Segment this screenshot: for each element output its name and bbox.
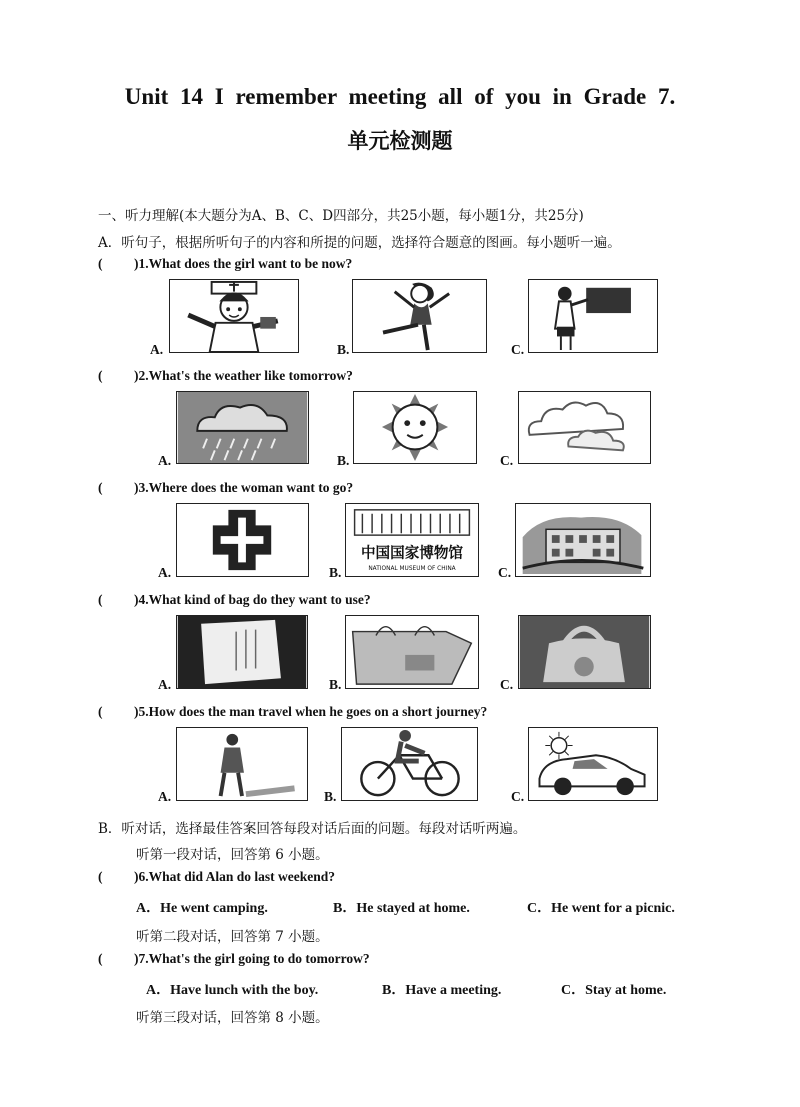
- museum-image: [345, 503, 479, 577]
- cloth-bag-image: [518, 615, 651, 689]
- question-4: ( )4.What kind of bag do they want to use?: [98, 592, 371, 607]
- q6-option-b: B．He stayed at home.: [333, 901, 470, 916]
- museum-name-chinese: 中国国家博物馆: [360, 544, 464, 562]
- q7-option-b: B．Have a meeting.: [382, 983, 502, 998]
- plastic-bag-image: [176, 615, 308, 689]
- part-a-instruction: A．听句子，根据所听句子的内容和所提的问题，选择符合题意的图画。每小题听一遍。: [98, 235, 621, 251]
- question-3: ( )3.Where does the woman want to go?: [98, 480, 354, 495]
- question-7: ( )7.What's the girl going to do tomorrow?: [98, 951, 370, 966]
- q7-option-a: A．Have lunch with the boy.: [146, 983, 319, 998]
- q6-option-a: A．He went camping.: [136, 901, 268, 916]
- question-1: ( )1.What does the girl want to be now?: [98, 256, 353, 271]
- bicycle-image: [341, 727, 478, 801]
- option-label-a: A.: [158, 789, 172, 804]
- dancer-image: [352, 279, 487, 353]
- option-label-b: B.: [324, 789, 337, 804]
- section-heading: 一、听力理解(本大题分为A、B、C、D四部分，共25小题，每小题1分，共25分): [98, 208, 584, 224]
- option-label-b: B.: [329, 565, 342, 580]
- dialogue-1-instruction: 听第一段对话，回答第 6 小题。: [136, 847, 329, 863]
- walking-man-image: [176, 727, 308, 801]
- dialogue-3-instruction: 听第三段对话，回答第 8 小题。: [136, 1010, 329, 1026]
- option-label-c: C.: [511, 342, 525, 357]
- cloud-image: [518, 391, 651, 464]
- part-b-instruction: B．听对话，选择最佳答案回答每段对话后面的问题。每段对话听两遍。: [98, 821, 527, 837]
- q7-option-c: C．Stay at home.: [561, 983, 667, 998]
- question-2: ( )2.What's the weather like tomorrow?: [98, 368, 353, 383]
- option-label-c: C.: [500, 677, 514, 692]
- museum-name-english: NATIONAL MUSEUM OF CHINA: [368, 566, 456, 573]
- option-label-a: A.: [158, 677, 172, 692]
- option-label-b: B.: [337, 453, 350, 468]
- option-label-b: B.: [337, 342, 350, 357]
- dialogue-2-instruction: 听第二段对话，回答第 7 小题。: [136, 929, 329, 945]
- teacher-image: [528, 279, 658, 353]
- hospital-image: [176, 503, 309, 577]
- question-5: ( )5.How does the man travel when he goes on a short journey?: [98, 704, 488, 719]
- q6-option-c: C．He went for a picnic.: [527, 901, 675, 916]
- question-6: ( )6.What did Alan do last weekend?: [98, 869, 336, 884]
- paper-bag-image: [345, 615, 479, 689]
- option-label-b: B.: [329, 677, 342, 692]
- sun-image: [353, 391, 477, 464]
- option-label-a: A.: [158, 565, 172, 580]
- page-subtitle: 单元检测题: [347, 129, 453, 153]
- option-label-c: C.: [500, 453, 514, 468]
- school-image: [515, 503, 651, 577]
- option-label-c: C.: [511, 789, 525, 804]
- option-label-a: A.: [158, 453, 172, 468]
- page-title: Unit 14 I remember meeting all of you in Grade 7.: [124, 84, 676, 109]
- option-label-a: A.: [150, 342, 164, 357]
- option-label-c: C.: [498, 565, 512, 580]
- car-image: [528, 727, 658, 801]
- rain-image: [176, 391, 309, 464]
- nurse-image: [169, 279, 299, 353]
